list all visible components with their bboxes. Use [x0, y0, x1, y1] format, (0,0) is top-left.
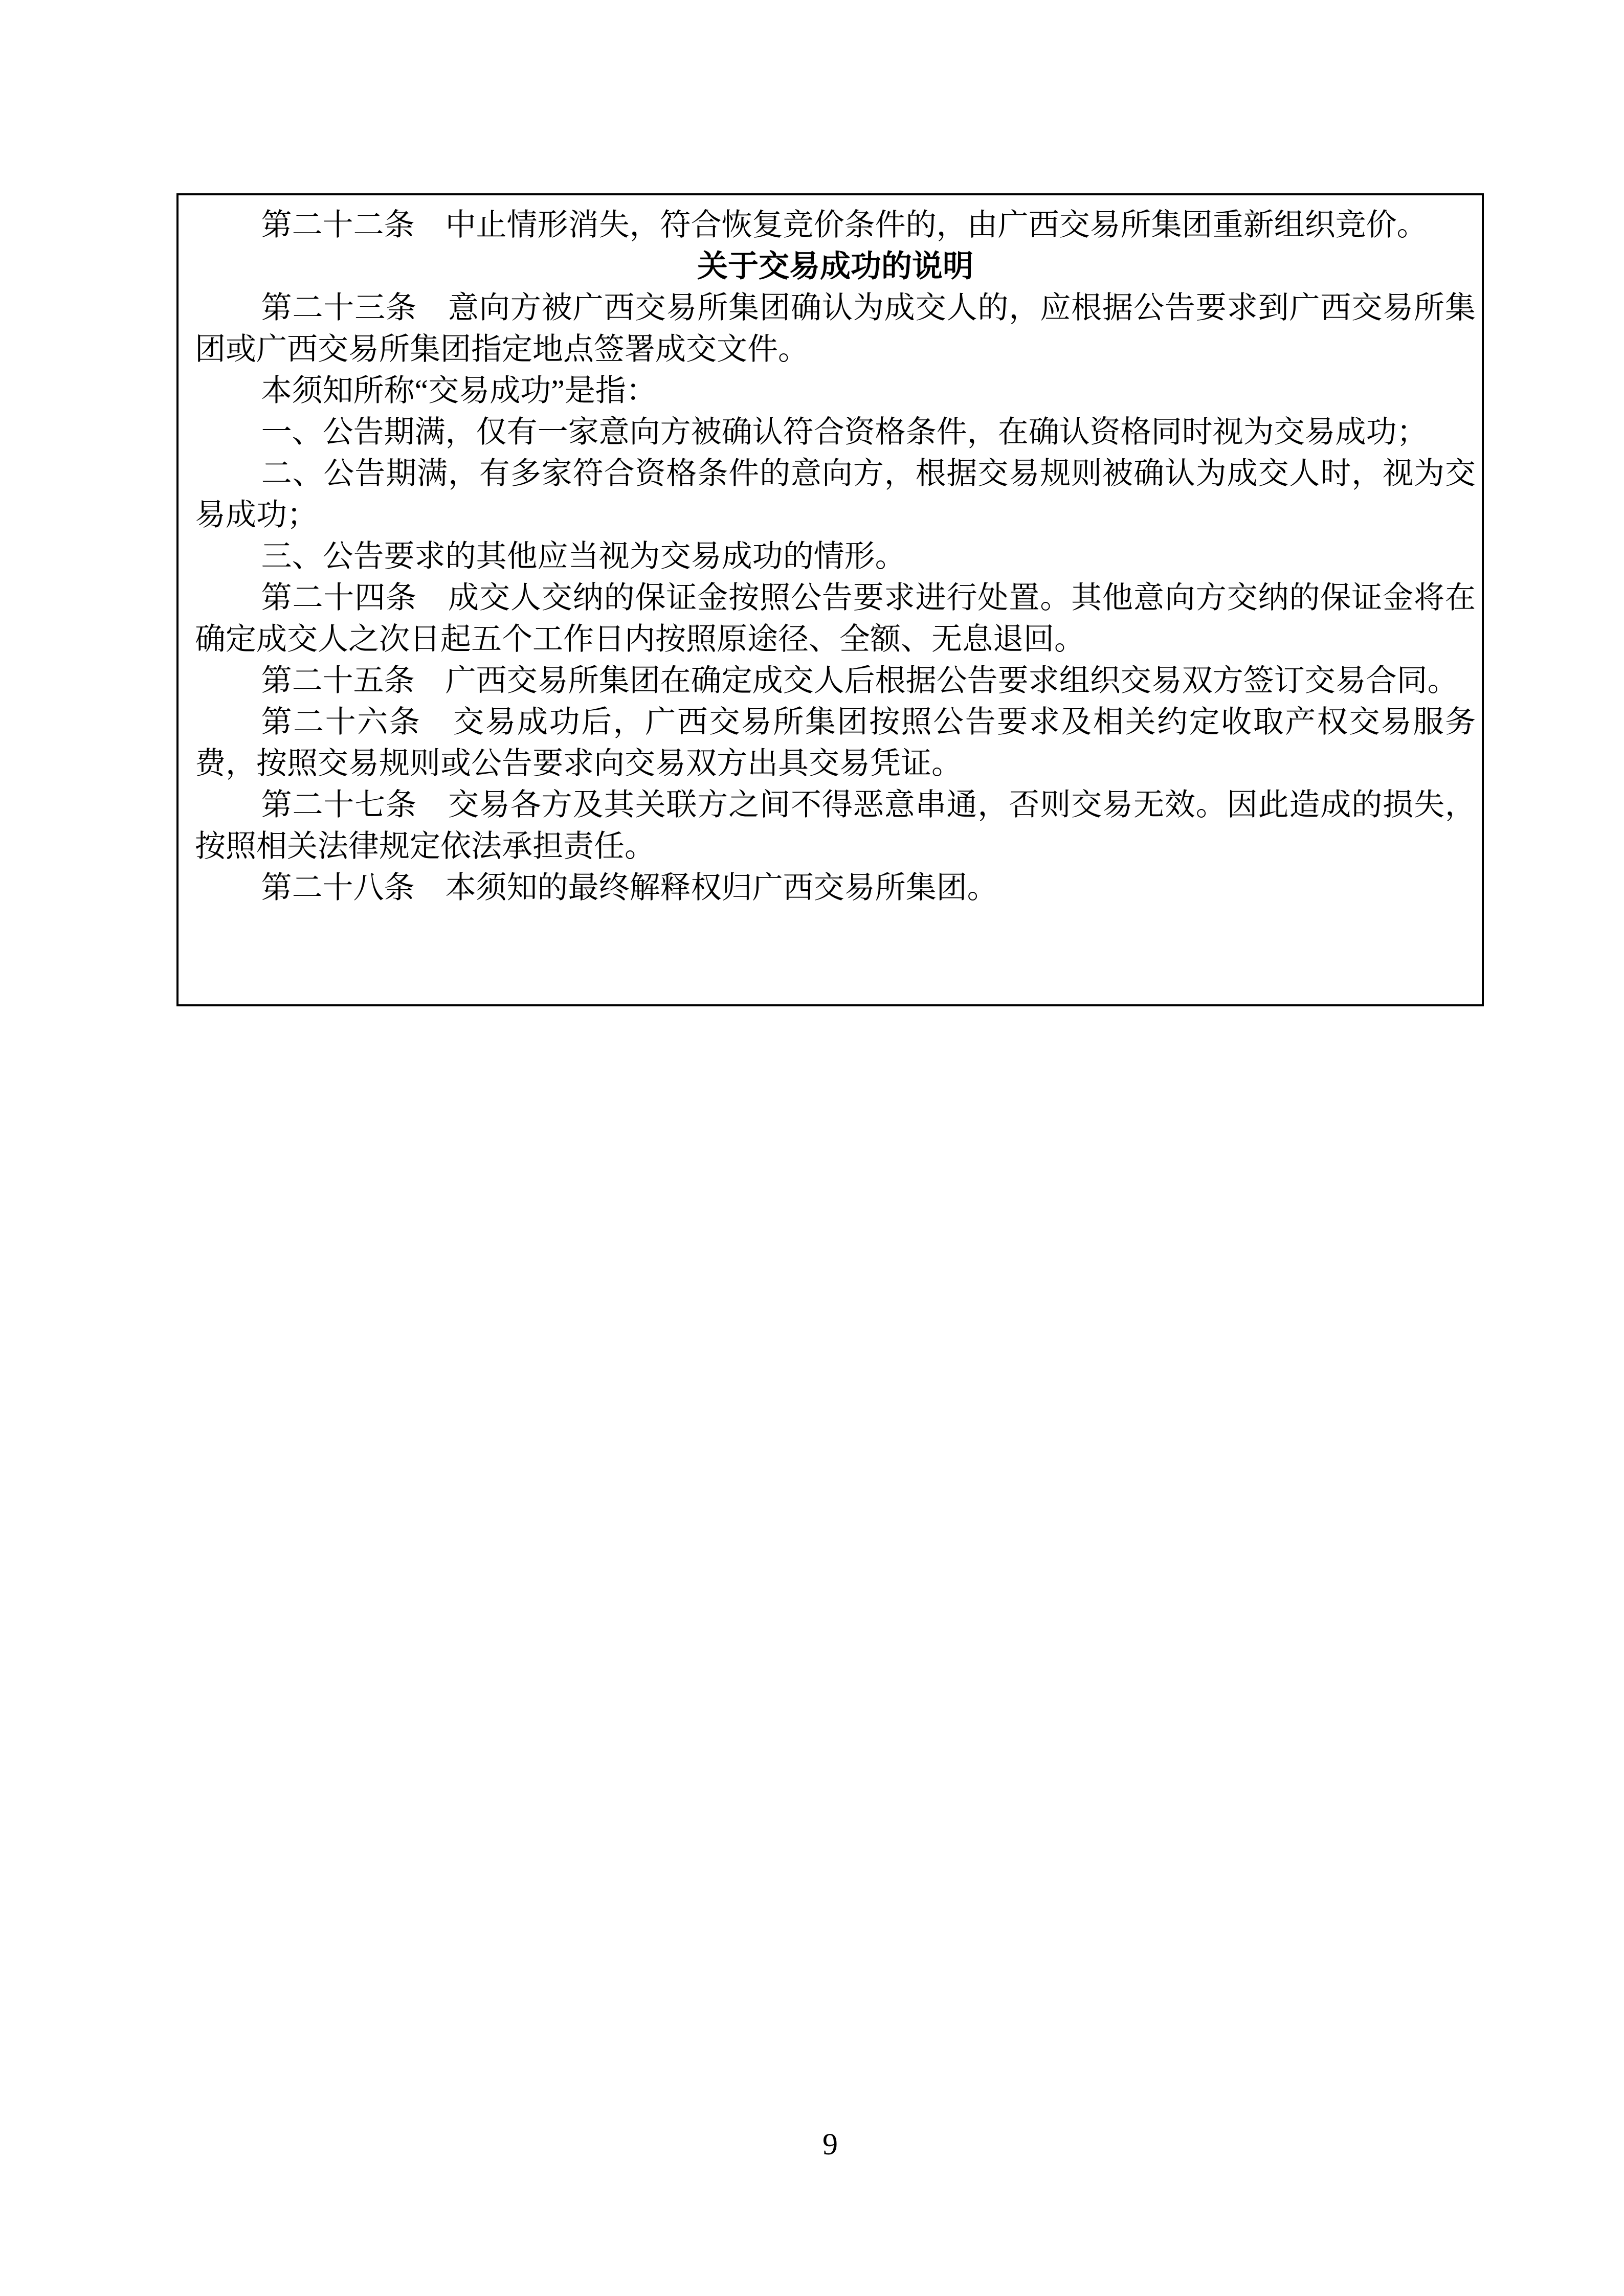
- clause-24-paragraph: 第二十四条 成交人交纳的保证金按照公告要求进行处置。其他意向方交纳的保证金将在确定成交人之次日起五个工作日内按照原途径、全额、无息退回。: [195, 581, 1476, 656]
- definition-paragraph: 本须知所称“交易成功”是指：: [261, 374, 657, 408]
- page-number: 9: [822, 2127, 838, 2161]
- clause-28-paragraph: 第二十八条 本须知的最终解释权归广西交易所集团。: [261, 871, 998, 905]
- notice-box: [176, 193, 1484, 1006]
- clause-23-paragraph: 第二十三条 意向方被广西交易所集团确认为成交人的，应根据公告要求到广西交易所集团或广西交易所集团指定地点签署成交文件。: [195, 291, 1476, 366]
- clause-22-paragraph: 第二十二条 中止情形消失，符合恢复竞价条件的，由广西交易所集团重新组织竞价。: [261, 208, 1428, 242]
- section-heading: 关于交易成功的说明: [697, 250, 973, 283]
- list-item-3: 三、公告要求的其他应当视为交易成功的情形。: [261, 539, 906, 573]
- list-item-2: 二、公告期满，有多家符合资格条件的意向方，根据交易规则被确认为成交人时，视为交易成功；: [195, 457, 1476, 532]
- clause-26-paragraph: 第二十六条 交易成功后，广西交易所集团按照公告要求及相关约定收取产权交易服务费，按照交易规则或公告要求向交易双方出具交易凭证。: [195, 705, 1476, 780]
- list-item-1: 一、公告期满，仅有一家意向方被确认符合资格条件，在确认资格同时视为交易成功；: [261, 415, 1428, 449]
- clause-27-paragraph: 第二十七条 交易各方及其关联方之间不得恶意串通，否则交易无效。因此造成的损失，按照相关法律规定依法承担责任。: [195, 788, 1476, 863]
- clause-25-paragraph: 第二十五条 广西交易所集团在确定成交人后根据公告要求组织交易双方签订交易合同。: [261, 664, 1458, 697]
